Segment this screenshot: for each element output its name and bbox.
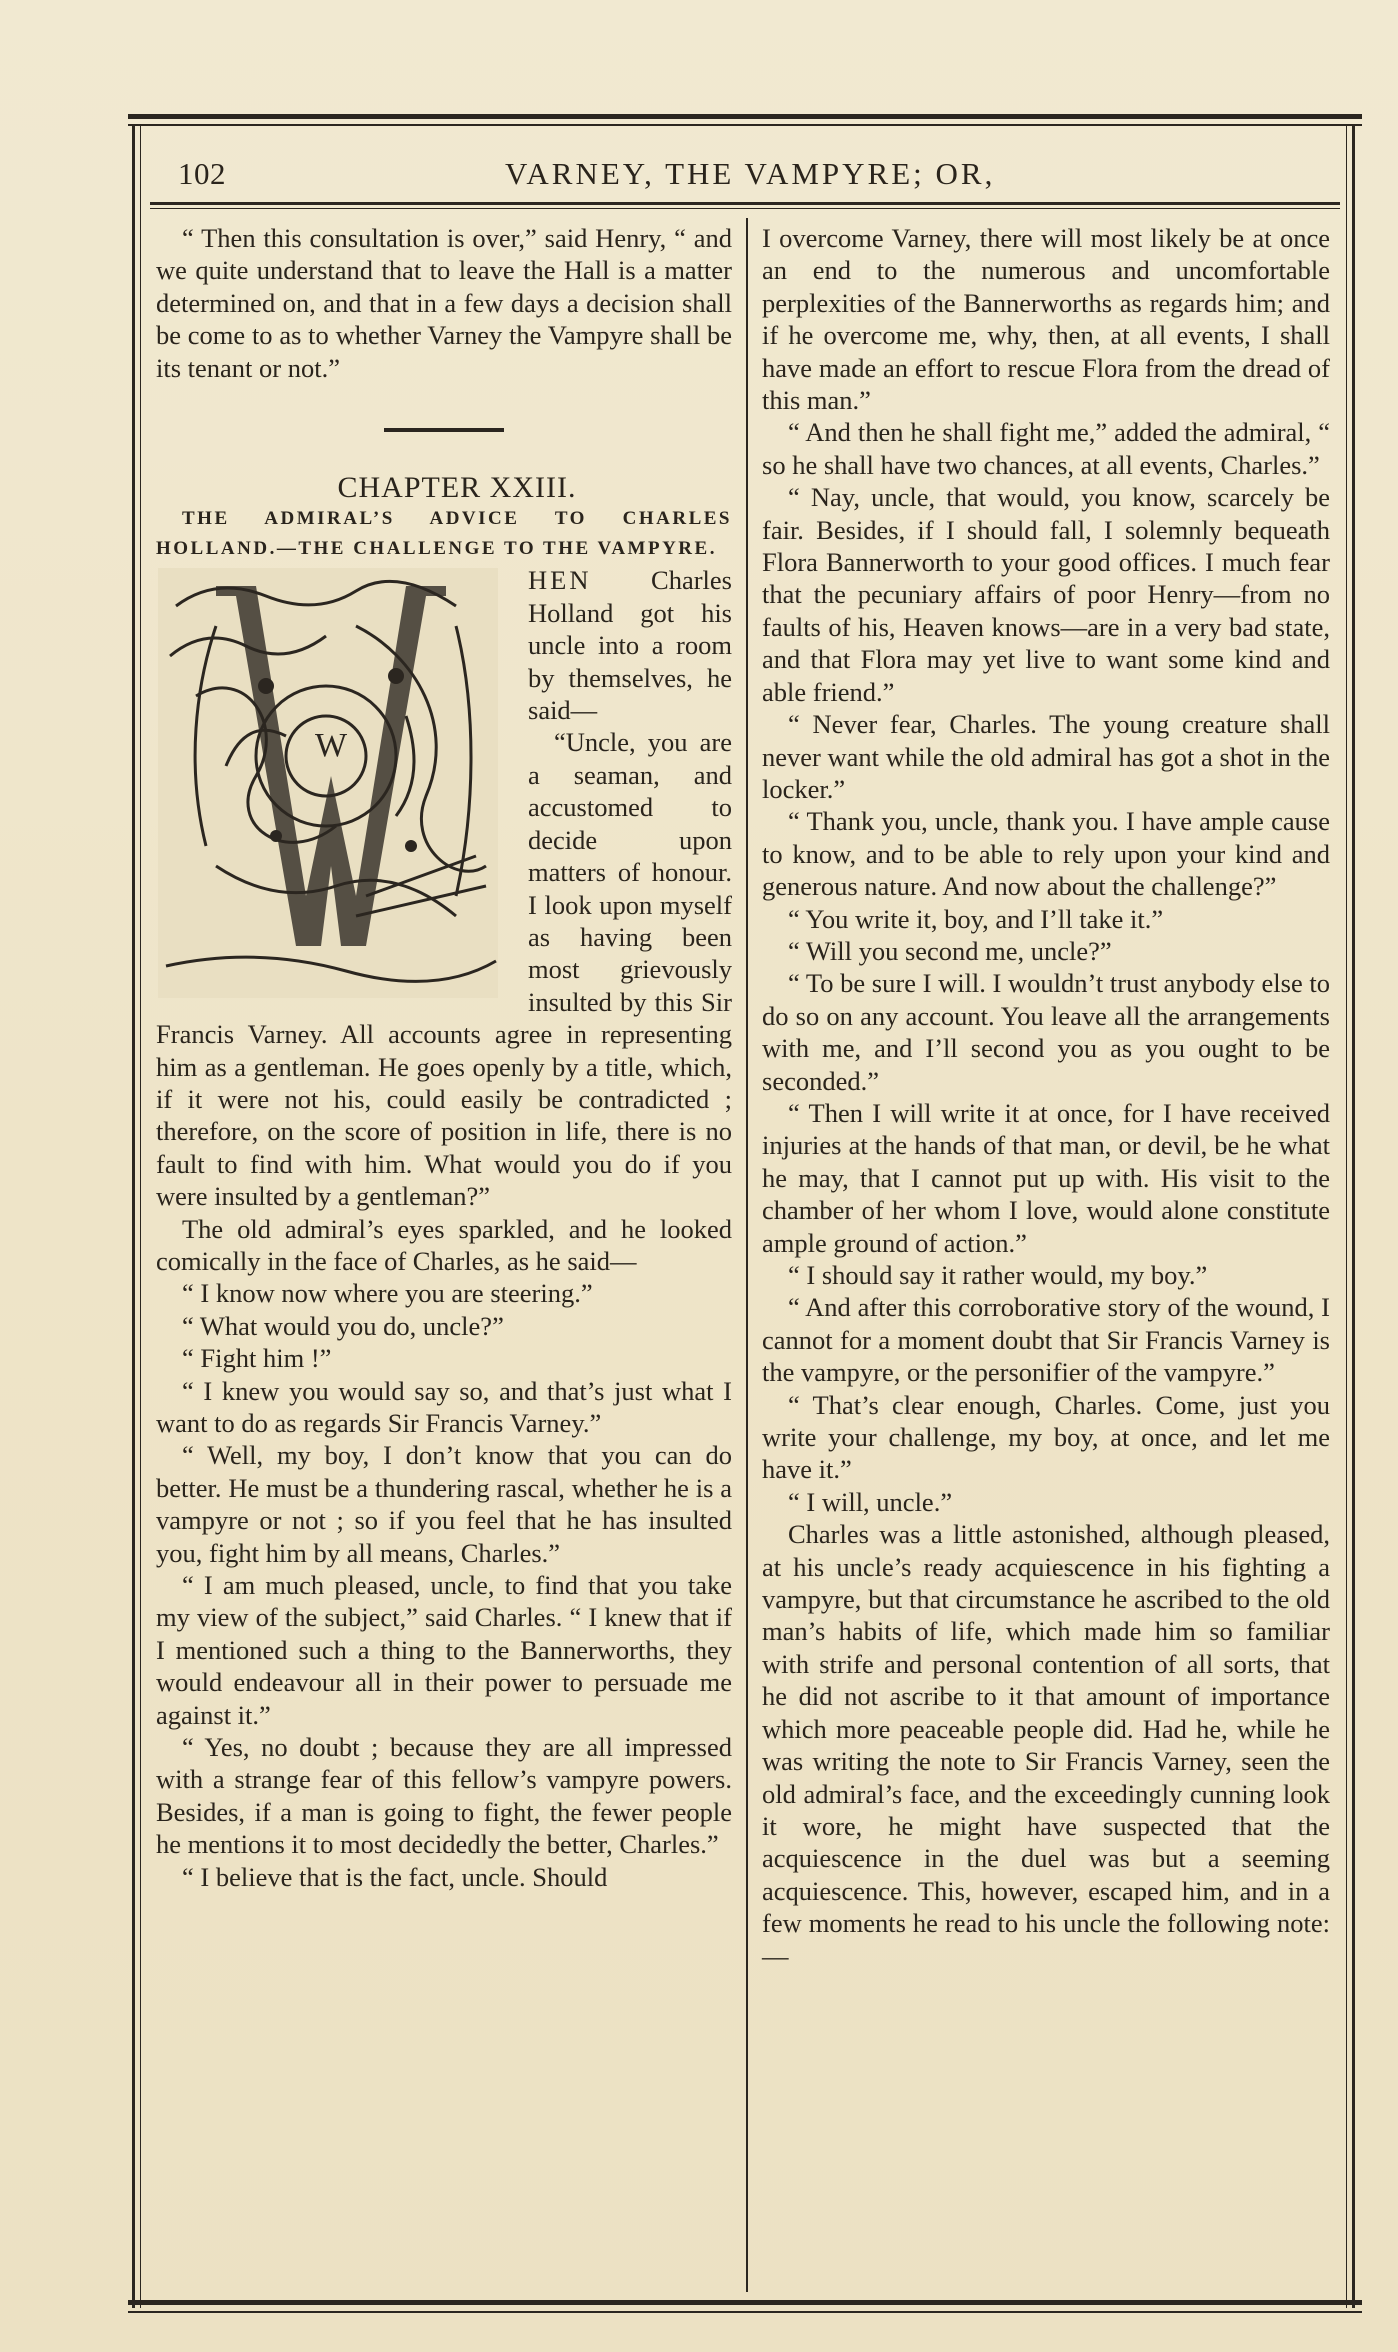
header-rule-thin (150, 208, 1340, 209)
page-number: 102 (178, 156, 226, 191)
header-rule (150, 202, 1340, 205)
top-border-rule (128, 114, 1362, 119)
paragraph: The old admiral’s eyes sparkled, and he looked comically in the face of Charles, as he said— (156, 1213, 732, 1276)
paragraph: “ To be sure I will. I wouldn’t trust anybody else to do so on any account. You leave all the arrangements with me, and I’ll second you as you ought to be seconded.” (762, 968, 1330, 1096)
chapter-subtitle: THE ADMIRAL’S ADVICE TO CHARLES HOLLAND.—THE CHALLENGE TO THE VAMPYRE. (156, 508, 732, 560)
opening-text: Charles Holland got his uncle into a room by themselves, he said— (528, 565, 732, 726)
page-header (150, 150, 1308, 200)
paragraph: “ What would you do, uncle?” (182, 1310, 504, 1341)
running-title: VARNEY, THE VAMPYRE; OR, (505, 156, 996, 191)
paragraph: Charles was a little astonished, although pleased, at his uncle’s ready acquiescence in his fighting a vampyre, but that circumstance he ascribed to the old man’s habits of life, which made him so familiar with strife and personal contention of all sorts, that he did not ascribe to it that amount of importance which more peaceable people did. Had he, while he was writing the note to Sir Francis Varney, seen the old admiral’s face, and the exceedingly cunning look it wore, he might have suspected that the acquiescence in the duel was but a seeming acquiescence. This, however, escaped him, and in a few moments he read to his uncle the following note: — (762, 1519, 1330, 1971)
bottom-border-rule-thin (128, 2311, 1362, 2313)
paragraph: “ Never fear, Charles. The young creature shall never want while the old admiral has got a shot in the locker.” (762, 709, 1330, 804)
chapter-title: CHAPTER XXIII. (337, 471, 577, 505)
left-column (156, 222, 732, 1893)
paragraph: “Uncle, you are a seaman, and accustomed to decide upon matters of honour. I look upon myself as having been most grievously insulted by this Sir Francis Varney. All accounts agree in representing him as a gentleman. He goes openly by a title, which, if it were not his, could easily be contradicted ; therefore, on the score of position in life, there is no fault to find with him. What would you do if you were insulted by a gentleman?” (156, 727, 732, 1212)
paragraph: “ I should say it rather would, my boy.” (788, 1260, 1208, 1290)
dropcap-lead-text: HEN (528, 565, 592, 596)
paragraph-continued: I overcome Varney, there will most likely be at once an end to the numerous and uncomfortable perplexities of the Bannerworths as regards him; and if he overcome me, why, then, at all events, I shall have made an effort to rescue Flora from the dread of this man.” (762, 223, 1330, 416)
paragraph: “ I believe that is the fact, uncle. Should (182, 1861, 608, 1892)
left-border-rule (132, 124, 135, 2308)
paragraph: “ And after this corroborative story of the wound, I cannot for a moment doubt that Sir Francis Varney is the vampyre, or the personifier of the vampyre.” (762, 1292, 1330, 1388)
paragraph: “ Nay, uncle, that would, you know, scarcely be fair. Besides, if I should fall, I solemnly bequeath Flora Bannerworth to your good offices. I much fear that the pecuniary affairs of poor Henry—from no faults of his, Heaven knows—are in a very bad state, and that Flora may yet live to want some kind and able friend.” (762, 482, 1330, 707)
paragraph: “ Then I will write it at once, for I have received injuries at the hands of that man, or devil, be he what he may, that I cannot put up with. His visit to the chamber of her whom I love, would alone constitute ample ground of action.” (762, 1097, 1330, 1258)
ornamental-initial-w-icon (156, 566, 514, 1002)
paragraph: “ Thank you, uncle, thank you. I have ample cause to know, and to be able to rely upon your kind and generous nature. And now about the challenge?” (762, 806, 1330, 902)
top-border-rule-thin (128, 124, 1362, 126)
paragraph: “ Will you second me, uncle?” (788, 935, 1112, 966)
paragraph: “ Then this consultation is over,” said Henry, “ and we quite understand that to leave the Hall is a matter determined on, and that in a few days a decision shall be come to as to whether Varney the Vampyre shall be its tenant or not.” (156, 223, 732, 383)
right-column (762, 222, 1330, 1972)
right-border-rule (1352, 124, 1355, 2308)
paragraph: “ Yes, no doubt ; because they are all impressed with a strange fear of this fellow’s vampyre powers. Besides, if a man is going to fight, the fewer people he mentions it to most decidedly the better, Charles.” (156, 1732, 732, 1860)
paragraph: “ I will, uncle.” (788, 1486, 953, 1517)
paragraph: “ I know now where you are steering.” (182, 1278, 593, 1309)
paragraph: “ Well, my boy, I don’t know that you can do better. He must be a thundering rascal, whether he is a vampyre or not ; so if you feel that he has insulted you, fight him by all means, Charles.” (156, 1440, 732, 1568)
bottom-border-rule (128, 2300, 1362, 2305)
column-divider (746, 218, 748, 2292)
right-border-rule-inner (1346, 124, 1347, 2308)
paragraph: “ I knew you would say so, and that’s just what I want to do as regards Sir Francis Varney.” (156, 1375, 732, 1438)
paragraph: “ That’s clear enough, Charles. Come, just you write your challenge, my boy, at once, and let me have it.” (762, 1389, 1330, 1485)
left-border-rule-inner (140, 124, 141, 2308)
paragraph: “ You write it, boy, and I’ll take it.” (788, 903, 1164, 934)
chapter-divider-rule (384, 428, 504, 432)
svg-text:W: W (314, 727, 348, 765)
paragraph: “ I am much pleased, uncle, to find that you take my view of the subject,” said Charles. “ I knew that if I mentioned such a thing to the Bannerworths, they would endeavour all in their power to persuade me against it.” (156, 1570, 732, 1730)
paragraph: “ Fight him !” (182, 1343, 332, 1374)
paragraph: “ And then he shall fight me,” added the admiral, “ so he shall have two chances, at all events, Charles.” (762, 417, 1330, 480)
